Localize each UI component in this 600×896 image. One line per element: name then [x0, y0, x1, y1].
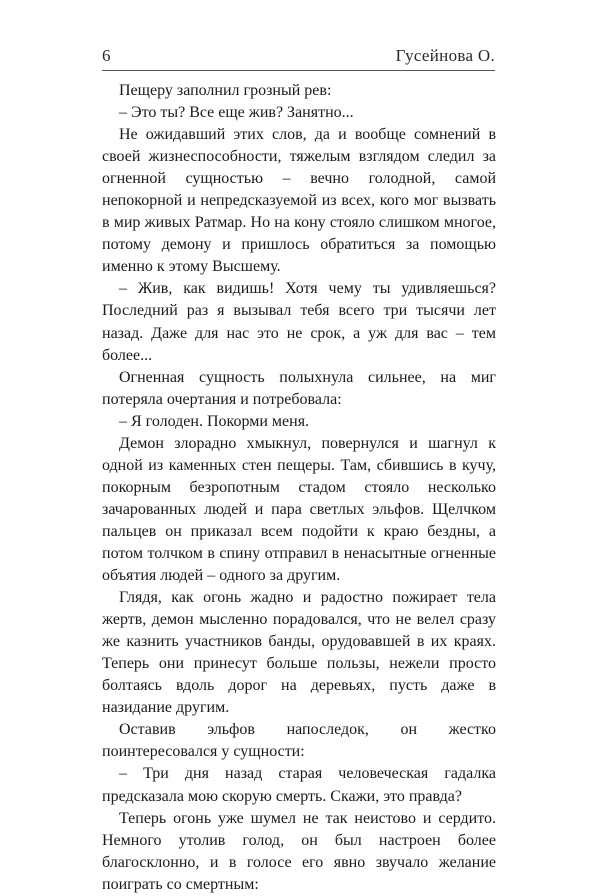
author-name: Гусейнова О. — [395, 46, 495, 65]
paragraph: Пещеру заполнил грозный рев: — [119, 82, 332, 99]
header-rule — [102, 70, 495, 71]
page-number: 6 — [102, 46, 111, 65]
body-text — [102, 80, 496, 896]
running-header — [102, 40, 495, 66]
paragraph: Оставив эльфов напоследок, он жестко поинтересовался у сущности: — [102, 721, 496, 761]
paragraph: Глядя, как огонь жадно и радостно пожирает тела жертв, демон мысленно порадовался, что не велел сразу же казнить участников банды, орудовавшей в их краях. Теперь они принесут больше пользы, нежели просто болтаясь вдоль дорог на деревьях, пусть даже в назидание другим. — [102, 589, 496, 717]
paragraph: – Это ты? Все еще жив? Занятно... — [119, 104, 354, 122]
paragraph: Демон злорадно хмыкнул, повернулся и шагнул к одной из каменных стен пещеры. Там, сбившись в кучу, покорным безропотным стадом стояло несколько зачарованных людей и пара светлых эльфов. Щелчком пальцев он приказал всем подойти к краю бездны, а потом толчком в спину отправил в ненасытные огненные объятия людей – одного за другим. — [102, 434, 496, 585]
paragraph: – Три дня назад старая человеческая гадалка предсказала мою скорую смерть. Скажи, это правда? — [102, 765, 496, 805]
paragraph: – Жив, как видишь! Хотя чему ты удивляешься? Последний раз я вызывал тебя всего три тысячи лет назад. Даже для нас это не срок, а уж для вас – тем более... — [102, 280, 496, 364]
paragraph: Теперь огонь уже шумел не так неистово и сердито. Немного утолив голод, он был настроен более благосклонно, и в голосе его явно звучало желание поиграть со смертным: — [102, 809, 496, 893]
paragraph: – Я голоден. Покорми меня. — [119, 412, 310, 430]
paragraph: Не ожидавший этих слов, да и вообще сомнений в своей жизнеспособности, тяжелым взглядом следил за огненной сущностью – вечно голодной, самой непокорной и непредсказуемой из всех, кого мог вызвать в мир живых Ратмар. Но на кону стояло слишком многое, потому демону и пришлось обратиться за помощью именно к этому Высшему. — [102, 126, 496, 276]
paragraph: Огненная сущность полыхнула сильнее, на миг потеряла очертания и потребовала: — [102, 368, 496, 408]
